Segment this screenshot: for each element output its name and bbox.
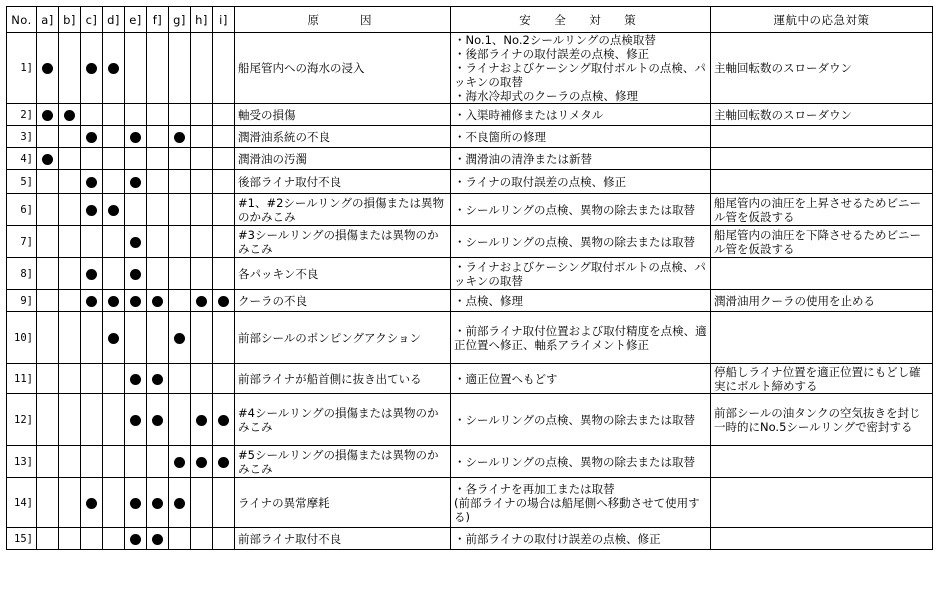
- bullet-dot-icon: [108, 333, 119, 344]
- safety-measure-cell: [451, 290, 711, 312]
- flag-cell-c: [81, 194, 103, 226]
- table-row: [7, 312, 933, 364]
- safety-measure-line: ・潤滑油の清浄または新替: [454, 151, 592, 166]
- flag-cell-g: [169, 364, 191, 394]
- safety-measure-cell: [451, 446, 711, 478]
- bullet-dot-icon: [130, 296, 141, 307]
- flag-cell-f: [147, 364, 169, 394]
- flag-cell-b: [59, 170, 81, 194]
- flag-cell-e: [125, 148, 147, 170]
- flag-cell-h: [191, 104, 213, 126]
- bullet-dot-icon: [174, 132, 185, 143]
- flag-cell-f: [147, 528, 169, 550]
- bullet-dot-icon: [86, 132, 97, 143]
- cause-cell: #4シールリングの損傷または異物のかみこみ: [235, 394, 451, 446]
- safety-measure-cell: [451, 194, 711, 226]
- flag-cell-g: [169, 170, 191, 194]
- flag-cell-e: [125, 126, 147, 148]
- table-row: [7, 226, 933, 258]
- flag-cell-h: [191, 528, 213, 550]
- emergency-measure-cell: [711, 126, 933, 148]
- flag-cell-h: [191, 478, 213, 528]
- row-number: 14]: [7, 478, 37, 528]
- bullet-dot-icon: [174, 333, 185, 344]
- safety-measure-line: ・入渠時補修またはリメタル: [454, 107, 604, 122]
- stern-tube-trouble-table: [6, 6, 933, 550]
- cause-cell: クーラの不良: [235, 290, 451, 312]
- flag-cell-h: [191, 394, 213, 446]
- flag-cell-f: [147, 104, 169, 126]
- bullet-dot-icon: [108, 205, 119, 216]
- header-emergency: 運航中の応急対策: [711, 7, 933, 33]
- flag-cell-f: [147, 148, 169, 170]
- bullet-dot-icon: [86, 177, 97, 188]
- safety-measure-line: ・ライナおよびケーシング取付ボルトの点検、パッキンの取替: [454, 259, 706, 288]
- emergency-measure-cell: [711, 170, 933, 194]
- cause-cell: ライナの異常摩耗: [235, 478, 451, 528]
- flag-cell-b: [59, 394, 81, 446]
- header-flag-h: h]: [191, 7, 213, 33]
- safety-measure-line: ・シールリングの点検、異物の除去または取替: [454, 454, 696, 469]
- safety-measure-line: ・ライナの取付誤差の点検、修正: [454, 174, 627, 189]
- flag-cell-d: [103, 148, 125, 170]
- bullet-dot-icon: [152, 415, 163, 426]
- flag-cell-a: [37, 148, 59, 170]
- flag-cell-e: [125, 33, 147, 104]
- flag-cell-c: [81, 258, 103, 290]
- flag-cell-f: [147, 170, 169, 194]
- safety-measure-line: ・不良箇所の修理: [454, 129, 546, 144]
- flag-cell-i: [213, 528, 235, 550]
- bullet-dot-icon: [42, 110, 53, 121]
- emergency-measure-cell: 船尾管内の油圧を下降させるためビニール管を仮設する: [711, 226, 933, 258]
- flag-cell-g: [169, 33, 191, 104]
- cause-cell: 後部ライナ取付不良: [235, 170, 451, 194]
- flag-cell-h: [191, 148, 213, 170]
- safety-measure-line: ・ライナおよびケーシング取付ボルトの点検、パッキンの取替: [454, 61, 706, 89]
- bullet-dot-icon: [64, 110, 75, 121]
- flag-cell-a: [37, 226, 59, 258]
- bullet-dot-icon: [130, 177, 141, 188]
- bullet-dot-icon: [174, 457, 185, 468]
- flag-cell-c: [81, 478, 103, 528]
- table-row: [7, 528, 933, 550]
- safety-measure-cell: [451, 394, 711, 446]
- flag-cell-a: [37, 33, 59, 104]
- flag-cell-b: [59, 258, 81, 290]
- flag-cell-i: [213, 312, 235, 364]
- bullet-dot-icon: [130, 415, 141, 426]
- emergency-measure-cell: [711, 148, 933, 170]
- emergency-measure-cell: 潤滑油用クーラの使用を止める: [711, 290, 933, 312]
- flag-cell-a: [37, 104, 59, 126]
- emergency-measure-cell: 停船しライナ位置を適正位置にもどし確実にボルト締めする: [711, 364, 933, 394]
- bullet-dot-icon: [152, 296, 163, 307]
- flag-cell-e: [125, 258, 147, 290]
- emergency-measure-cell: [711, 258, 933, 290]
- flag-cell-a: [37, 290, 59, 312]
- table-row: [7, 194, 933, 226]
- flag-cell-h: [191, 33, 213, 104]
- flag-cell-i: [213, 290, 235, 312]
- row-number: 10]: [7, 312, 37, 364]
- bullet-dot-icon: [86, 63, 97, 74]
- flag-cell-d: [103, 170, 125, 194]
- flag-cell-f: [147, 290, 169, 312]
- flag-cell-a: [37, 170, 59, 194]
- header-flag-a: a]: [37, 7, 59, 33]
- header-safety: 安 全 対 策: [451, 7, 711, 33]
- header-flag-b: b]: [59, 7, 81, 33]
- cause-cell: 前部ライナ取付不良: [235, 528, 451, 550]
- flag-cell-c: [81, 226, 103, 258]
- flag-cell-d: [103, 258, 125, 290]
- flag-cell-c: [81, 126, 103, 148]
- bullet-dot-icon: [130, 269, 141, 280]
- emergency-measure-cell: [711, 528, 933, 550]
- flag-cell-c: [81, 290, 103, 312]
- flag-cell-f: [147, 446, 169, 478]
- flag-cell-c: [81, 446, 103, 478]
- flag-cell-e: [125, 364, 147, 394]
- safety-measure-cell: [451, 528, 711, 550]
- flag-cell-h: [191, 194, 213, 226]
- safety-measure-cell: [451, 126, 711, 148]
- table-row: [7, 258, 933, 290]
- cause-cell: 前部ライナが船首側に抜き出ている: [235, 364, 451, 394]
- flag-cell-i: [213, 104, 235, 126]
- flag-cell-e: [125, 290, 147, 312]
- flag-cell-e: [125, 528, 147, 550]
- flag-cell-d: [103, 446, 125, 478]
- table-row: [7, 446, 933, 478]
- header-row: [7, 7, 933, 33]
- flag-cell-c: [81, 170, 103, 194]
- safety-measure-cell: [451, 258, 711, 290]
- flag-cell-h: [191, 312, 213, 364]
- flag-cell-g: [169, 478, 191, 528]
- flag-cell-e: [125, 170, 147, 194]
- flag-cell-d: [103, 312, 125, 364]
- flag-cell-a: [37, 258, 59, 290]
- flag-cell-d: [103, 33, 125, 104]
- flag-cell-g: [169, 446, 191, 478]
- flag-cell-b: [59, 364, 81, 394]
- flag-cell-b: [59, 148, 81, 170]
- bullet-dot-icon: [130, 374, 141, 385]
- bullet-dot-icon: [218, 415, 229, 426]
- flag-cell-i: [213, 364, 235, 394]
- row-number: 12]: [7, 394, 37, 446]
- flag-cell-a: [37, 528, 59, 550]
- emergency-measure-cell: [711, 446, 933, 478]
- flag-cell-g: [169, 148, 191, 170]
- safety-measure-line: ・シールリングの点検、異物の除去または取替: [454, 412, 696, 427]
- row-number: 1]: [7, 33, 37, 104]
- flag-cell-a: [37, 478, 59, 528]
- safety-measure-line: ・各ライナを再加工または取替: [454, 481, 615, 496]
- bullet-dot-icon: [196, 415, 207, 426]
- flag-cell-h: [191, 126, 213, 148]
- safety-measure-cell: [451, 226, 711, 258]
- flag-cell-c: [81, 394, 103, 446]
- flag-cell-h: [191, 226, 213, 258]
- safety-measure-line: ・点検、修理: [454, 293, 523, 308]
- flag-cell-d: [103, 478, 125, 528]
- flag-cell-e: [125, 226, 147, 258]
- flag-cell-e: [125, 104, 147, 126]
- flag-cell-c: [81, 148, 103, 170]
- flag-cell-h: [191, 290, 213, 312]
- bullet-dot-icon: [152, 534, 163, 545]
- flag-cell-h: [191, 258, 213, 290]
- flag-cell-f: [147, 33, 169, 104]
- cause-cell: #1、#2シールリングの損傷または異物のかみこみ: [235, 194, 451, 226]
- table-row: [7, 290, 933, 312]
- flag-cell-f: [147, 126, 169, 148]
- row-number: 15]: [7, 528, 37, 550]
- safety-measure-line: ・後部ライナの取付誤差の点検、修正: [454, 47, 650, 61]
- safety-measure-line: ・海水冷却式のクーラの点検、修理: [454, 89, 638, 103]
- flag-cell-i: [213, 258, 235, 290]
- table-body: [7, 33, 933, 550]
- flag-cell-g: [169, 104, 191, 126]
- header-cause: 原 因: [235, 7, 451, 33]
- safety-measure-cell: [451, 364, 711, 394]
- bullet-dot-icon: [130, 237, 141, 248]
- flag-cell-e: [125, 446, 147, 478]
- row-number: 9]: [7, 290, 37, 312]
- row-number: 3]: [7, 126, 37, 148]
- flag-cell-g: [169, 290, 191, 312]
- flag-cell-f: [147, 258, 169, 290]
- flag-cell-g: [169, 226, 191, 258]
- bullet-dot-icon: [42, 154, 53, 165]
- cause-cell: 潤滑油系統の不良: [235, 126, 451, 148]
- bullet-dot-icon: [42, 63, 53, 74]
- bullet-dot-icon: [174, 498, 185, 509]
- flag-cell-e: [125, 394, 147, 446]
- safety-measure-line: ・適正位置へもどす: [454, 371, 558, 386]
- bullet-dot-icon: [218, 457, 229, 468]
- bullet-dot-icon: [86, 296, 97, 307]
- flag-cell-d: [103, 226, 125, 258]
- flag-cell-c: [81, 33, 103, 104]
- bullet-dot-icon: [86, 205, 97, 216]
- safety-measure-cell: [451, 33, 711, 104]
- row-number: 5]: [7, 170, 37, 194]
- flag-cell-h: [191, 364, 213, 394]
- flag-cell-b: [59, 446, 81, 478]
- bullet-dot-icon: [86, 269, 97, 280]
- header-flag-d: d]: [103, 7, 125, 33]
- safety-measure-cell: [451, 478, 711, 528]
- emergency-measure-cell: 主軸回転数のスローダウン: [711, 33, 933, 104]
- flag-cell-g: [169, 528, 191, 550]
- table-row: [7, 33, 933, 104]
- safety-measure-line: ・No.1、No.2シールリングの点検取替: [454, 33, 656, 47]
- flag-cell-i: [213, 33, 235, 104]
- flag-cell-d: [103, 364, 125, 394]
- table-row: [7, 478, 933, 528]
- emergency-measure-cell: [711, 478, 933, 528]
- flag-cell-e: [125, 194, 147, 226]
- flag-cell-i: [213, 170, 235, 194]
- row-number: 7]: [7, 226, 37, 258]
- bullet-dot-icon: [86, 498, 97, 509]
- cause-cell: 各パッキン不良: [235, 258, 451, 290]
- safety-measure-cell: [451, 148, 711, 170]
- flag-cell-f: [147, 194, 169, 226]
- safety-measure-line: ・前部ライナ取付位置および取付精度を点検、適正位置へ修正、軸系アライメント修正: [454, 323, 707, 352]
- safety-measure-line: ・シールリングの点検、異物の除去または取替: [454, 234, 696, 249]
- flag-cell-a: [37, 312, 59, 364]
- row-number: 4]: [7, 148, 37, 170]
- bullet-dot-icon: [130, 132, 141, 143]
- row-number: 11]: [7, 364, 37, 394]
- safety-measure-cell: [451, 104, 711, 126]
- flag-cell-i: [213, 394, 235, 446]
- flag-cell-a: [37, 364, 59, 394]
- flag-cell-h: [191, 170, 213, 194]
- flag-cell-b: [59, 194, 81, 226]
- flag-cell-g: [169, 194, 191, 226]
- table-row: [7, 148, 933, 170]
- flag-cell-i: [213, 126, 235, 148]
- flag-cell-g: [169, 394, 191, 446]
- header-flag-f: f]: [147, 7, 169, 33]
- row-number: 6]: [7, 194, 37, 226]
- flag-cell-b: [59, 104, 81, 126]
- flag-cell-i: [213, 478, 235, 528]
- flag-cell-b: [59, 126, 81, 148]
- table-row: [7, 394, 933, 446]
- flag-cell-a: [37, 446, 59, 478]
- flag-cell-g: [169, 258, 191, 290]
- flag-cell-f: [147, 394, 169, 446]
- flag-cell-b: [59, 33, 81, 104]
- flag-cell-d: [103, 194, 125, 226]
- table-row: [7, 364, 933, 394]
- flag-cell-c: [81, 528, 103, 550]
- flag-cell-i: [213, 226, 235, 258]
- bullet-dot-icon: [218, 296, 229, 307]
- cause-cell: 前部シールのポンピングアクション: [235, 312, 451, 364]
- emergency-measure-cell: [711, 312, 933, 364]
- flag-cell-i: [213, 194, 235, 226]
- bullet-dot-icon: [152, 498, 163, 509]
- cause-cell: 潤滑油の汚濁: [235, 148, 451, 170]
- bullet-dot-icon: [108, 296, 119, 307]
- safety-measure-cell: [451, 312, 711, 364]
- row-number: 13]: [7, 446, 37, 478]
- cause-cell: #5シールリングの損傷または異物のかみこみ: [235, 446, 451, 478]
- bullet-dot-icon: [130, 534, 141, 545]
- safety-measure-line: ・前部ライナの取付け誤差の点検、修正: [454, 531, 661, 546]
- flag-cell-d: [103, 104, 125, 126]
- safety-measure-line: (前部ライナの場合は船尾側へ移動させて使用する): [454, 495, 700, 524]
- cause-cell: 軸受の損傷: [235, 104, 451, 126]
- flag-cell-b: [59, 226, 81, 258]
- safety-measure-cell: [451, 170, 711, 194]
- flag-cell-g: [169, 312, 191, 364]
- flag-cell-a: [37, 194, 59, 226]
- flag-cell-e: [125, 478, 147, 528]
- header-no: No.: [7, 7, 37, 33]
- cause-cell: #3シールリングの損傷または異物のかみこみ: [235, 226, 451, 258]
- header-flag-e: e]: [125, 7, 147, 33]
- emergency-measure-cell: 前部シールの油タンクの空気抜きを封じ一時的にNo.5シールリングで密封する: [711, 394, 933, 446]
- safety-measure-line: ・シールリングの点検、異物の除去または取替: [454, 202, 696, 217]
- bullet-dot-icon: [196, 296, 207, 307]
- flag-cell-f: [147, 312, 169, 364]
- cause-cell: 船尾管内への海水の浸入: [235, 33, 451, 104]
- flag-cell-c: [81, 104, 103, 126]
- table-row: [7, 104, 933, 126]
- flag-cell-d: [103, 394, 125, 446]
- flag-cell-c: [81, 364, 103, 394]
- flag-cell-g: [169, 126, 191, 148]
- flag-cell-a: [37, 394, 59, 446]
- flag-cell-b: [59, 528, 81, 550]
- flag-cell-b: [59, 478, 81, 528]
- header-flag-g: g]: [169, 7, 191, 33]
- bullet-dot-icon: [152, 374, 163, 385]
- bullet-dot-icon: [196, 457, 207, 468]
- flag-cell-f: [147, 226, 169, 258]
- flag-cell-f: [147, 478, 169, 528]
- emergency-measure-cell: 主軸回転数のスローダウン: [711, 104, 933, 126]
- table-row: [7, 126, 933, 148]
- flag-cell-b: [59, 290, 81, 312]
- flag-cell-c: [81, 312, 103, 364]
- flag-cell-d: [103, 528, 125, 550]
- row-number: 8]: [7, 258, 37, 290]
- row-number: 2]: [7, 104, 37, 126]
- flag-cell-h: [191, 446, 213, 478]
- header-flag-i: i]: [213, 7, 235, 33]
- flag-cell-a: [37, 126, 59, 148]
- header-flag-c: c]: [81, 7, 103, 33]
- table-row: [7, 170, 933, 194]
- bullet-dot-icon: [108, 63, 119, 74]
- bullet-dot-icon: [130, 498, 141, 509]
- flag-cell-b: [59, 312, 81, 364]
- flag-cell-i: [213, 446, 235, 478]
- flag-cell-i: [213, 148, 235, 170]
- flag-cell-d: [103, 290, 125, 312]
- flag-cell-d: [103, 126, 125, 148]
- emergency-measure-cell: 船尾管内の油圧を上昇させるためビニール管を仮設する: [711, 194, 933, 226]
- flag-cell-e: [125, 312, 147, 364]
